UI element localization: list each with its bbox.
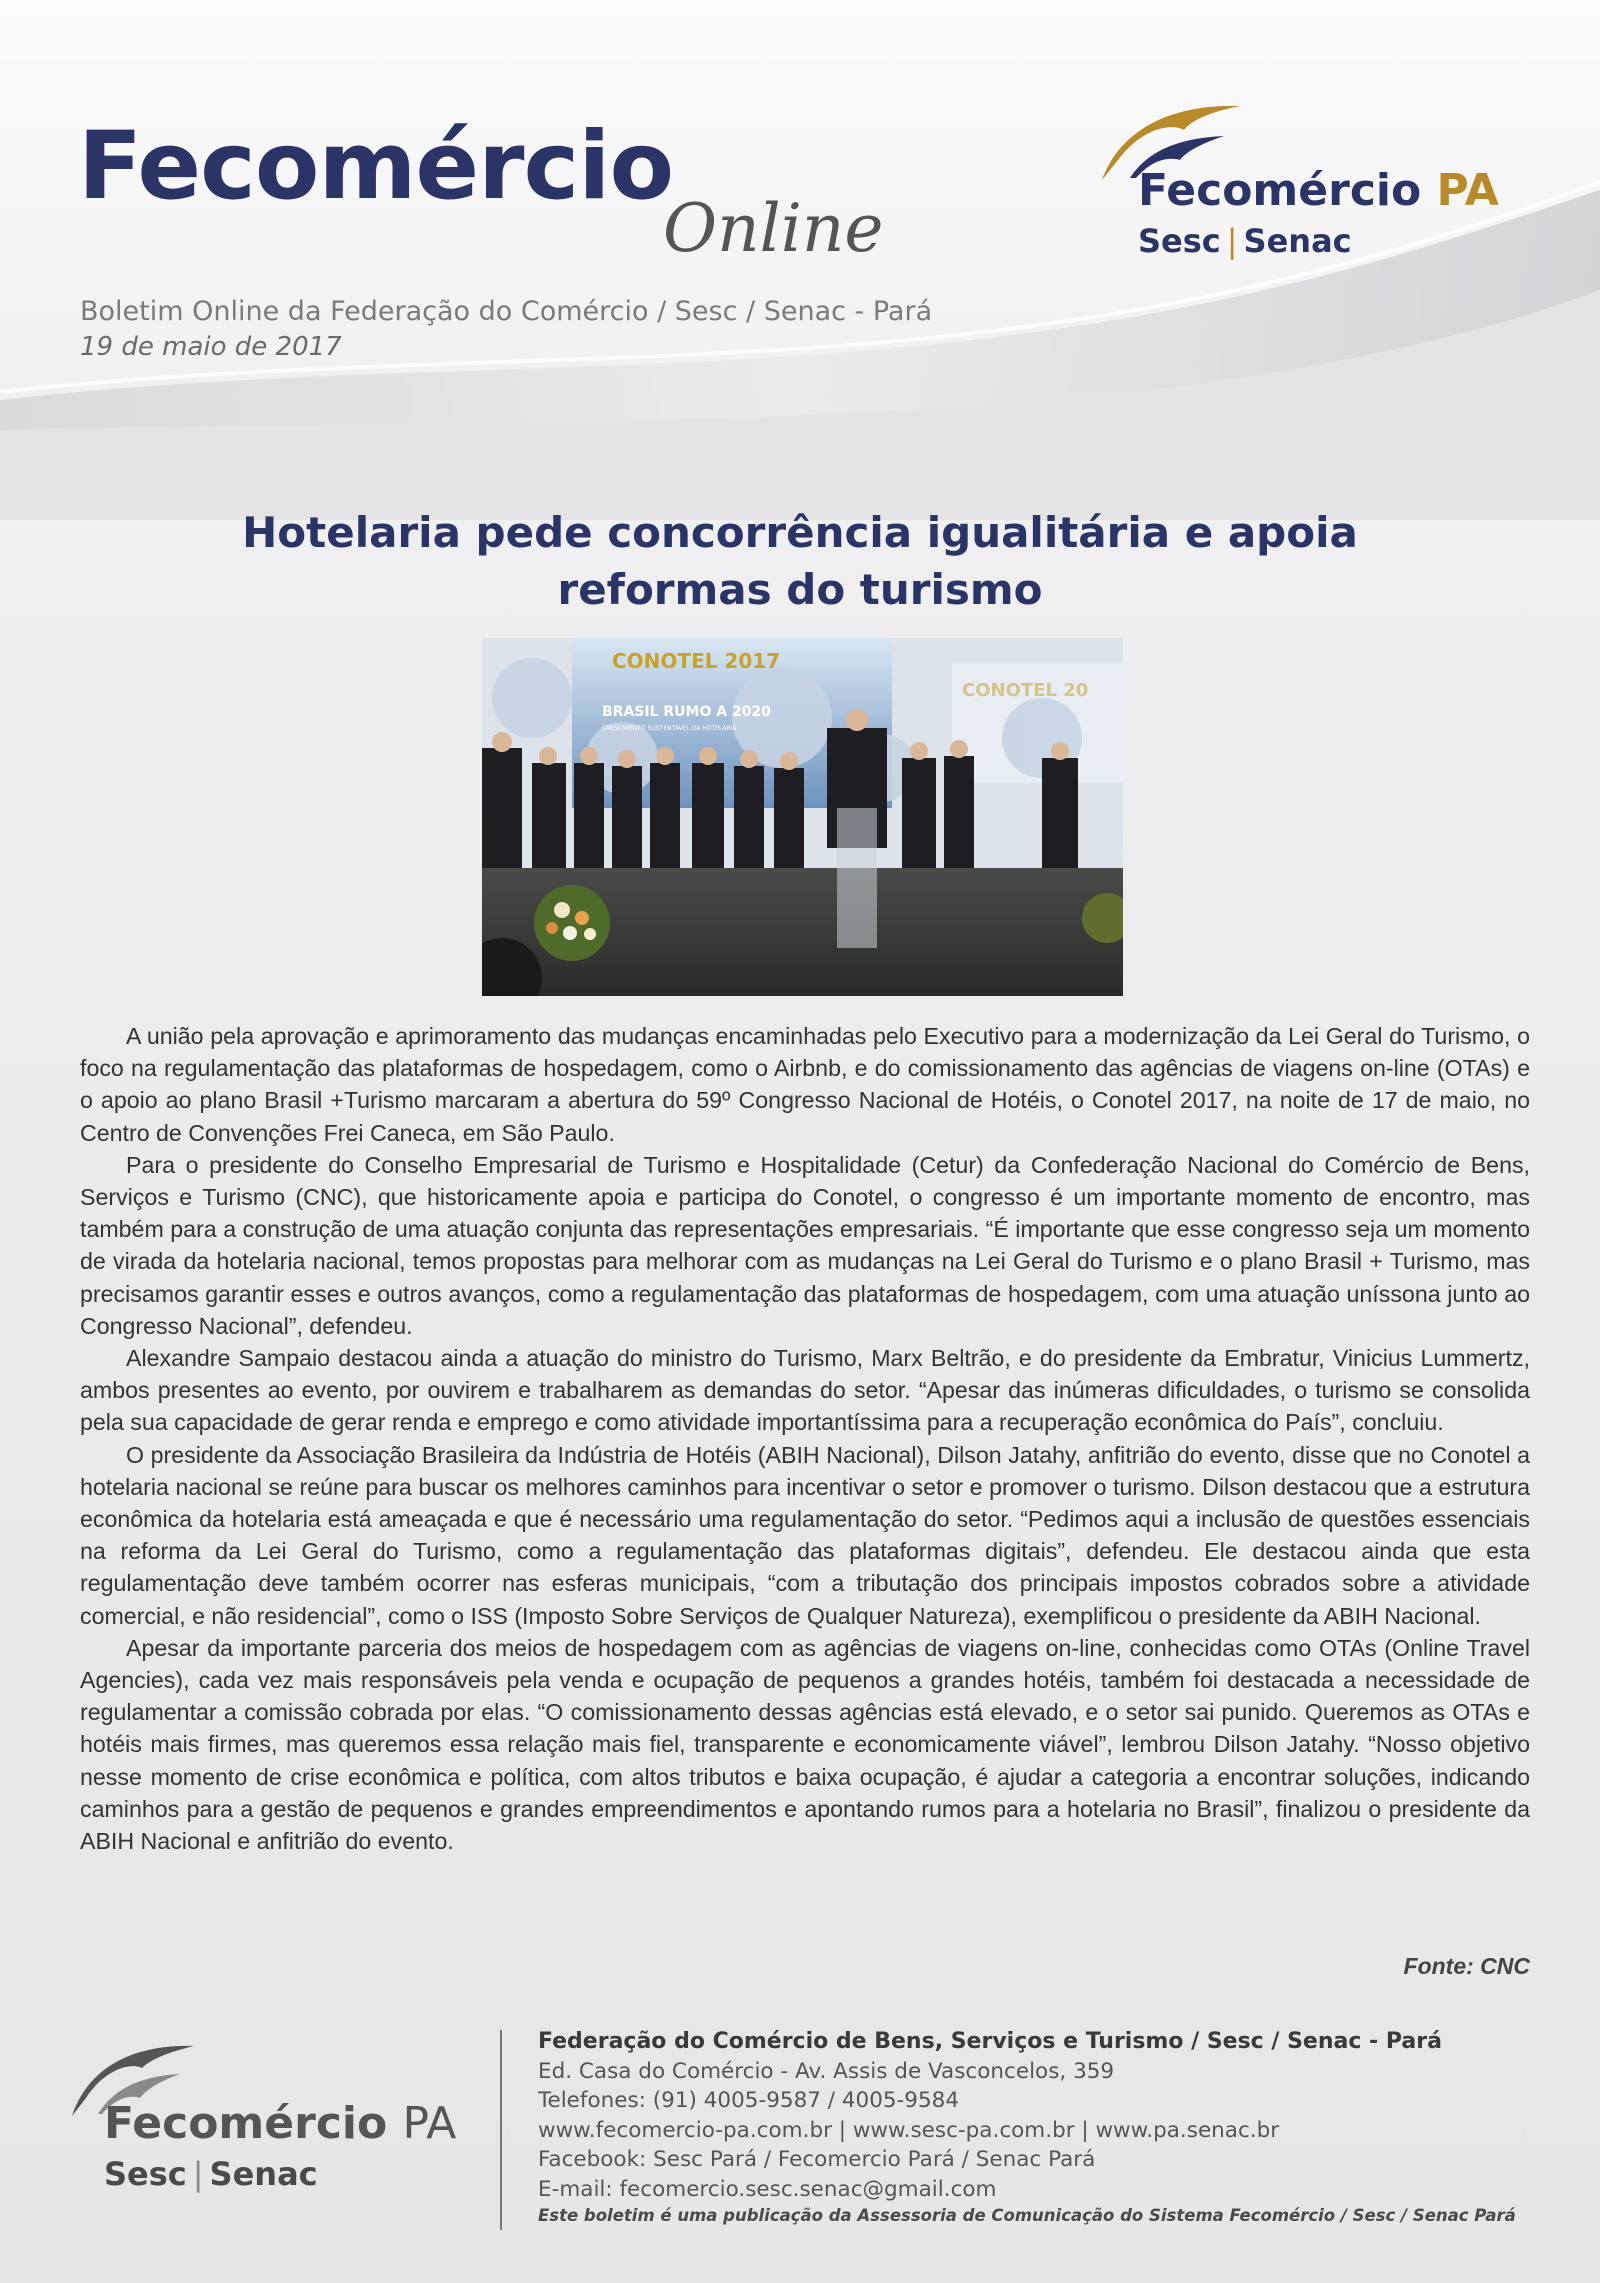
- newsletter-subtitle: Boletim Online da Federação do Comércio / Sesc / Senac - Pará: [80, 296, 933, 327]
- photo-banner-sub2: CRESCIMENTO SUSTENTÁVEL DA HOTELARIA: [602, 725, 737, 732]
- logo-sesc: Sesc: [1138, 222, 1221, 260]
- headline-line-2: reformas do turismo: [557, 564, 1043, 614]
- article-paragraph: Apesar da importante parceria dos meios de hospedagem com as agências de viagens on-line, conhecidas como OTAs (Online Travel Agencies), cada vez mais responsáveis pela venda e ocupação de pequenos a grandes hotéis, também foi destacada a necessidade de regulamentar a comissão cobrada por elas. “O comissionamento dessas agências está elevado, e o setor sai punido. Queremos as OTAs e hotéis mais firmes, mas queremos essa relação mais fiel, transparente e economicamente viável”, lembrou Dilson Jatahy. “Nosso objetivo nesse momento de crise econômica e política, com altos tributos e baixa ocupação, é ajudar a categoria a encontrar soluções, indicando caminhos para a gestão de pequenos e grandes empreendimentos e apontando rumos para a hotelaria no Brasil”, finalizou o presidente da ABIH Nacional e anfitrião do evento.: [80, 1634, 1530, 1855]
- fecomercio-pa-logo: [1100, 100, 1520, 270]
- footer-divider: [500, 2030, 502, 2230]
- footer-logo-separator: |: [192, 2155, 204, 2193]
- footer-logo-name-text: Fecomércio: [104, 2098, 388, 2149]
- footer-logo: [70, 2040, 490, 2200]
- newsletter-title: Fecomércio: [78, 112, 674, 221]
- footer-facebook: Facebook: Sesc Pará / Fecomercio Pará / Senac Pará: [538, 2147, 1096, 2173]
- event-photo: [482, 638, 1123, 996]
- logo-subline: [1138, 222, 1352, 260]
- article-body: [80, 1020, 1530, 1857]
- logo-separator: |: [1226, 222, 1238, 260]
- footer-logo-sesc: Sesc: [104, 2155, 187, 2193]
- logo-region: PA: [1436, 165, 1499, 216]
- article-paragraph: O presidente da Associação Brasileira da Indústria de Hotéis (ABIH Nacional), Dilson Jatahy, anfitrião do evento, disse que no Conotel a hotelaria nacional se reúne para buscar os melhores caminhos para incentivar o setor e promover o turismo. Dilson destacou que a estrutura econômica da hotelaria está ameaçada e que é necessário uma regulamentação do setor. “Pedimos aqui a inclusão de questões essenciais na reforma da Lei Geral do Turismo, como a regulamentação das plataformas digitais”, defendeu. Ele destacou ainda que esta regulamentação deve também ocorrer nas esferas municipais, “com a tributação dos principais impostos cobrados sobre a atividade comercial, e não residencial”, como o ISS (Imposto Sobre Serviços de Qualquer Natureza), exemplificou o presidente da ABIH Nacional.: [80, 1441, 1530, 1629]
- footer-email: E-mail: fecomercio.sesc.senac@gmail.com: [538, 2176, 997, 2202]
- article-paragraph: Alexandre Sampaio destacou ainda a atuação do ministro do Turismo, Marx Beltrão, e do presidente da Embratur, Vinicius Lummertz, ambos presentes ao evento, por ouvirem e trabalharem as demandas do setor. “Apesar das inúmeras dificuldades, o turismo se consolida pela sua capacidade de gerar renda e emprego e como atividade importantíssima para a recuperação econômica do País”, concluiu.: [80, 1345, 1530, 1436]
- logo-name: [1138, 165, 1499, 216]
- article-source: Fonte: CNC: [1403, 1953, 1530, 1979]
- headline-line-1: Hotelaria pede concorrência igualitária e apoia: [242, 508, 1358, 557]
- footer-logo-subline: [104, 2155, 318, 2193]
- footer-address: Ed. Casa do Comércio - Av. Assis de Vasconcelos, 359: [538, 2058, 1115, 2084]
- article-headline: [100, 505, 1500, 618]
- footer-organization: Federação do Comércio de Bens, Serviços e Turismo / Sesc / Senac - Pará: [538, 2029, 1442, 2054]
- footer-logo-name: [104, 2098, 456, 2149]
- newsletter-date: 19 de maio de 2017: [80, 332, 342, 362]
- footer-logo-senac: Senac: [209, 2155, 318, 2193]
- footer-logo-region: PA: [402, 2098, 457, 2149]
- footer-phones: Telefones: (91) 4005-9587 / 4005-9584: [538, 2088, 960, 2114]
- footer-websites: www.fecomercio-pa.com.br | www.sesc-pa.com.br | www.pa.senac.br: [538, 2117, 1280, 2143]
- footer-contact-info: [538, 2027, 1538, 2227]
- newsletter-title-online: Online: [663, 190, 884, 267]
- photo-banner-sub: BRASIL RUMO A 2020: [602, 704, 771, 720]
- article-paragraph: A união pela aprovação e aprimoramento das mudanças encaminhadas pelo Executivo para a modernização da Lei Geral do Turismo, o foco na regulamentação das plataformas de hospedagem, como o Airbnb, e do comissionamento das agências de viagens on-line (OTAs) e o apoio ao plano Brasil +Turismo marcaram a abertura do 59º Congresso Nacional de Hotéis, o Conotel 2017, na noite de 17 de maio, no Centro de Convenções Frei Caneca, em São Paulo.: [80, 1023, 1530, 1146]
- article-paragraph: Para o presidente do Conselho Empresarial de Turismo e Hospitalidade (Cetur) da Confederação Nacional do Comércio de Bens, Serviços e Turismo (CNC), que historicamente apoia e participa do Conotel, o congresso é um importante momento de encontro, mas também para a construção de uma atuação conjunta das representações empresariais. “É importante que esse congresso seja um momento de virada da hotelaria nacional, temos propostas para melhorar com as mudanças na Lei Geral do Turismo e o plano Brasil + Turismo, mas precisamos garantir esses e outros avanços, como a regulamentação das plataformas de hospedagem, com uma atuação uníssona junto ao Congresso Nacional”, defendeu.: [80, 1151, 1530, 1339]
- footer-publication-note: Este boletim é uma publicação da Assessoria de Comunicação do Sistema Fecomércio / Sesc / Senac Pará: [538, 2205, 1516, 2225]
- logo-senac: Senac: [1243, 222, 1352, 260]
- logo-name-text: Fecomércio: [1138, 165, 1422, 216]
- photo-banner-title: CONOTEL 2017: [612, 649, 781, 673]
- photo-banner-right: CONOTEL 20: [962, 680, 1089, 701]
